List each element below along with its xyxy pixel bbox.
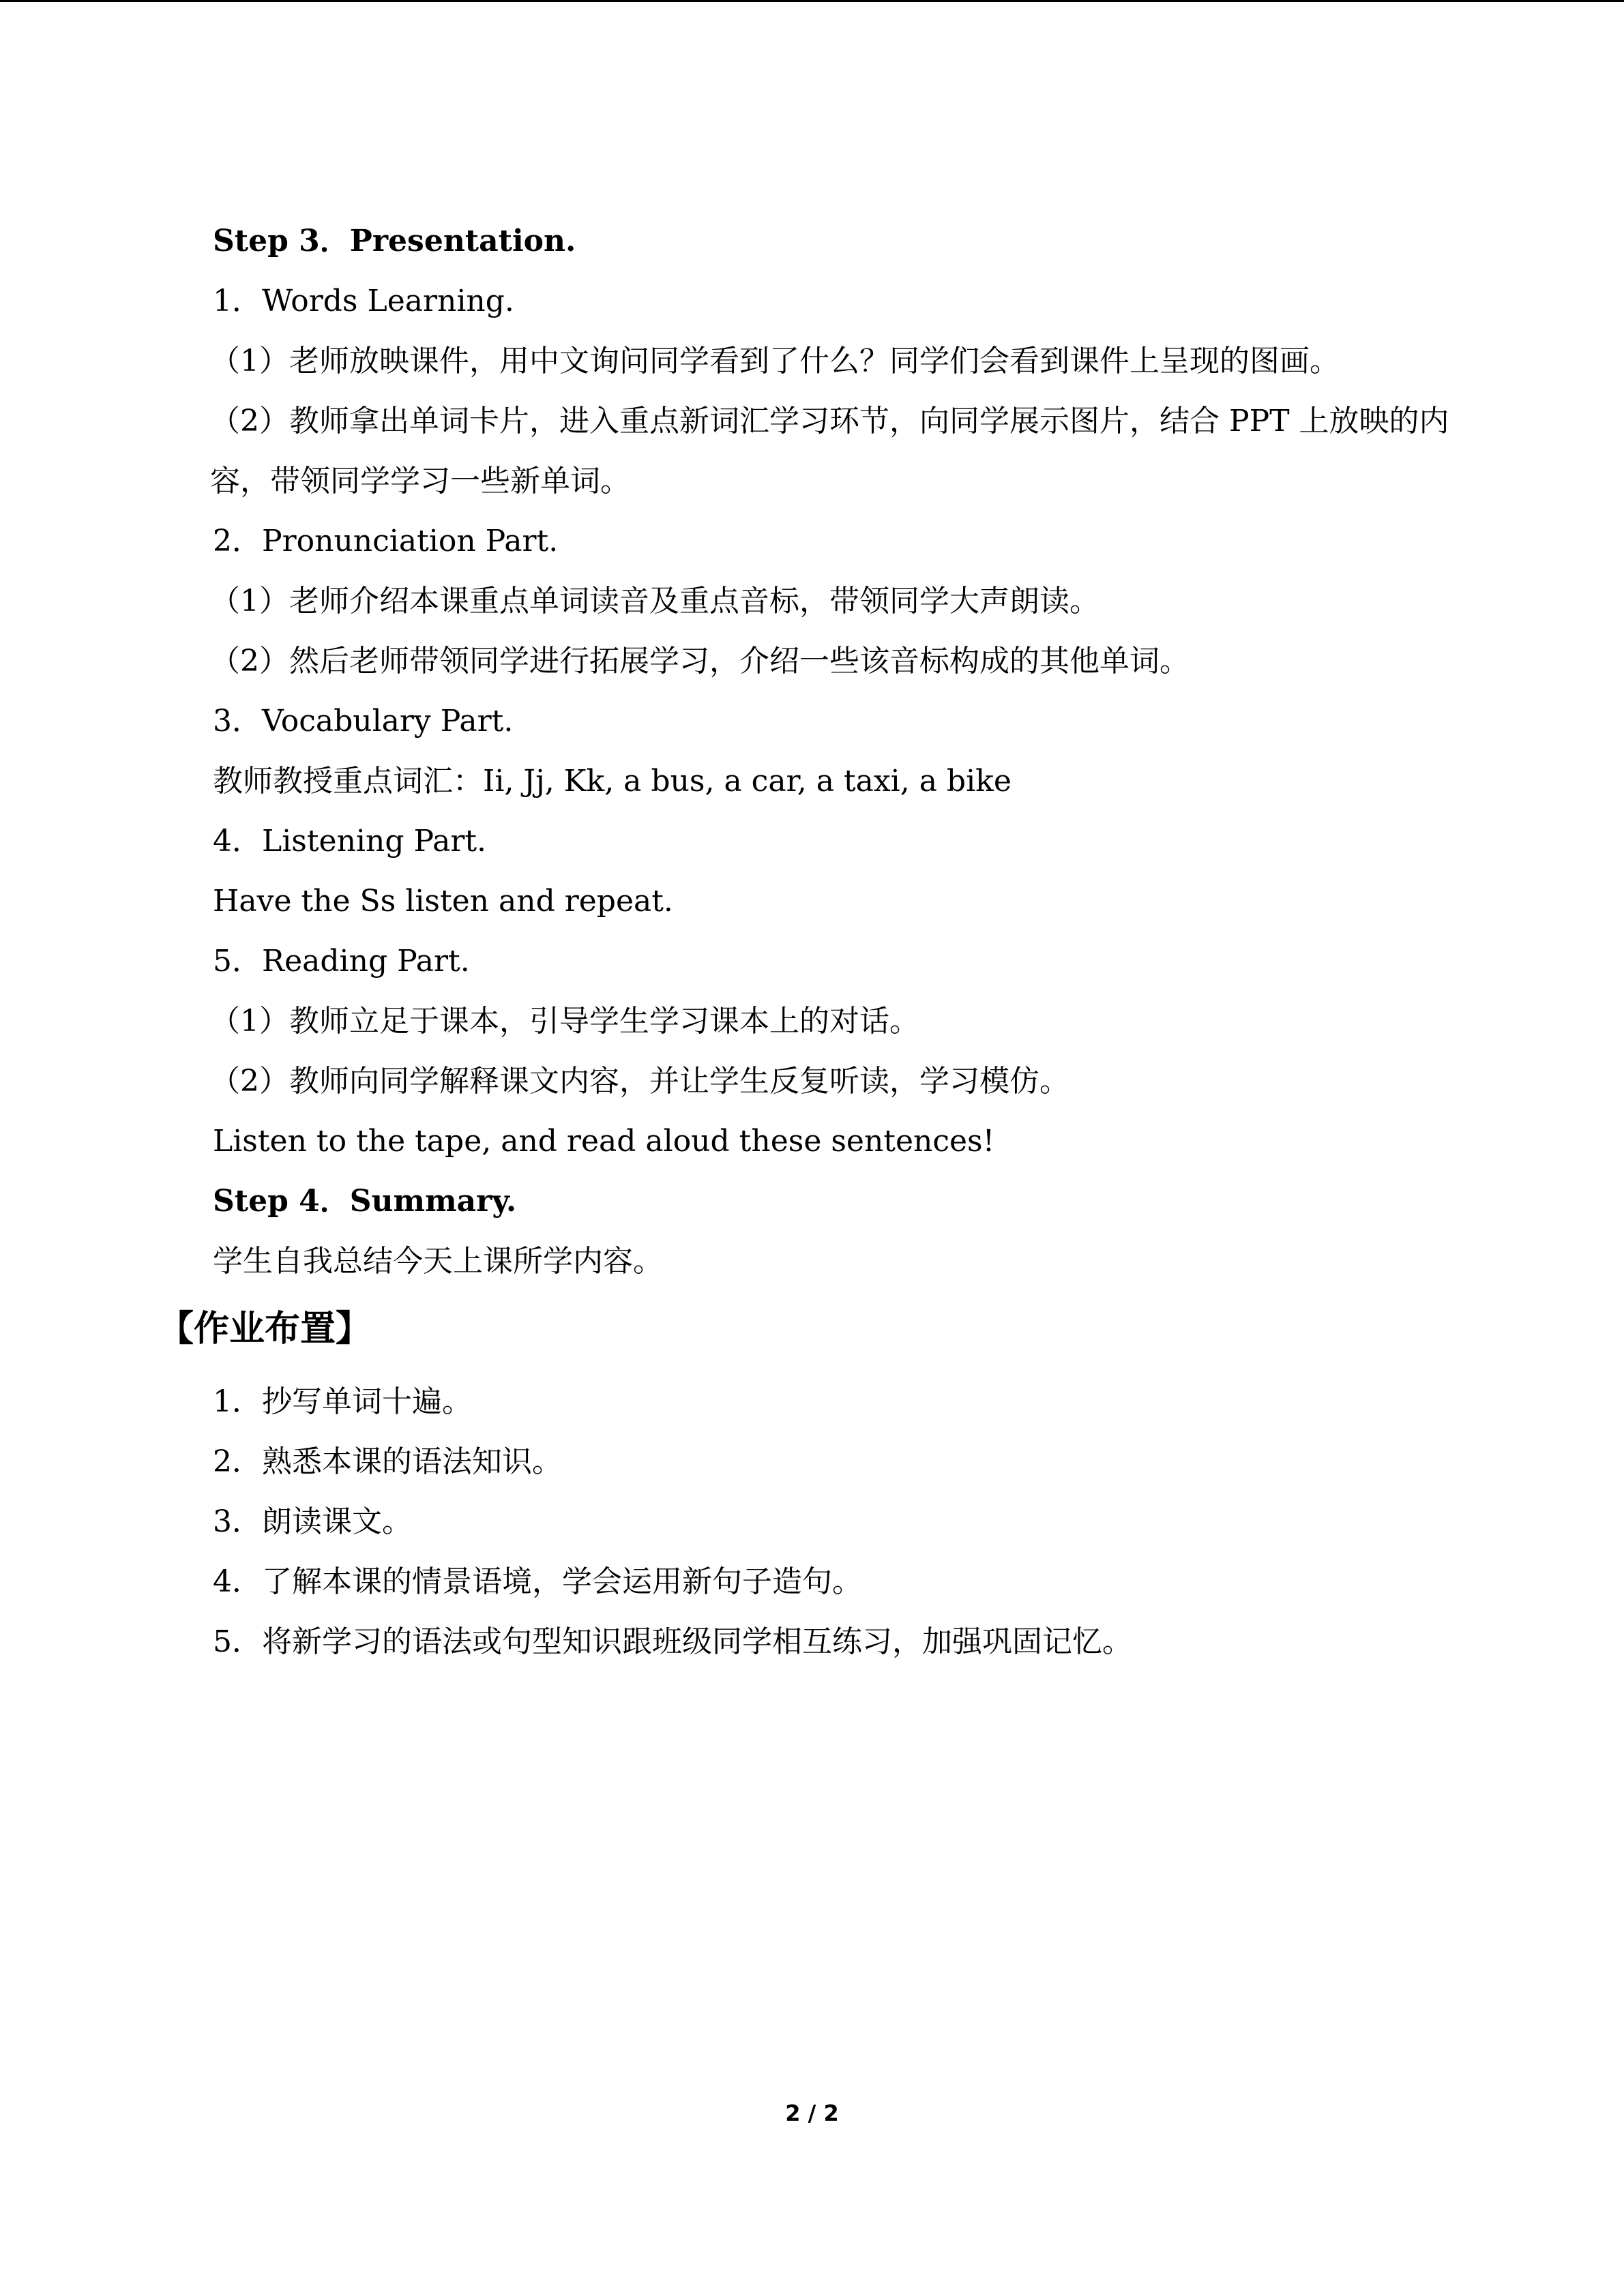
pronunciation-title: 2．Pronunciation Part.	[213, 524, 559, 558]
step3-heading: Step 3．Presentation.	[213, 224, 576, 258]
reading-title: 5．Reading Part.	[213, 944, 470, 979]
homework-heading: 【作业布置】	[158, 1309, 372, 1350]
vocabulary-paragraph-1: 教师教授重点词汇：Ii, Jj, Kk, a bus, a car, a taxi, a bike	[213, 764, 1012, 799]
page-top-border	[0, 0, 1624, 2]
step4-paragraph-1: 学生自我总结今天上课所学内容。	[213, 1244, 663, 1279]
homework-item: 5．将新学习的语法或句型知识跟班级同学相互练习，加强巩固记忆。	[213, 1624, 1132, 1659]
homework-item: 1．抄写单词十遍。	[213, 1384, 472, 1419]
words-learning-paragraph-1: （1）老师放映课件，用中文询问同学看到了什么？同学们会看到课件上呈现的图画。	[210, 344, 1340, 378]
reading-paragraph-3: Listen to the tape, and read aloud these sentences!	[213, 1124, 995, 1159]
document-body	[158, 211, 1461, 1672]
pronunciation-paragraph-1: （1）老师介绍本课重点单词读音及重点音标，带领同学大声朗读。	[210, 584, 1099, 618]
homework-list	[213, 1372, 1461, 1672]
words-learning-title: 1．Words Learning.	[213, 284, 514, 318]
words-learning-paragraph-2: （2）教师拿出单词卡片，进入重点新词汇学习环节，向同学展示图片，结合 PPT 上放映的内容，带领同学学习一些新单词。	[210, 404, 1449, 498]
reading-paragraph-1: （1）教师立足于课本，引导学生学习课本上的对话。	[210, 1004, 919, 1039]
homework-item: 4．了解本课的情景语境，学会运用新句子造句。	[213, 1564, 862, 1599]
pronunciation-paragraph-2: （2）然后老师带领同学进行拓展学习，介绍一些该音标构成的其他单词。	[210, 644, 1190, 679]
page-number: 2 / 2	[785, 2100, 839, 2126]
homework-item: 2．熟悉本课的语法知识。	[213, 1444, 562, 1479]
reading-paragraph-2: （2）教师向同学解释课文内容，并让学生反复听读，学习模仿。	[210, 1064, 1069, 1099]
listening-title: 4．Listening Part.	[213, 824, 487, 859]
step4-heading: Step 4．Summary.	[213, 1184, 517, 1219]
homework-item: 3．朗读课文。	[213, 1504, 412, 1539]
vocabulary-title: 3．Vocabulary Part.	[213, 704, 514, 739]
listening-paragraph-1: Have the Ss listen and repeat.	[213, 884, 673, 919]
